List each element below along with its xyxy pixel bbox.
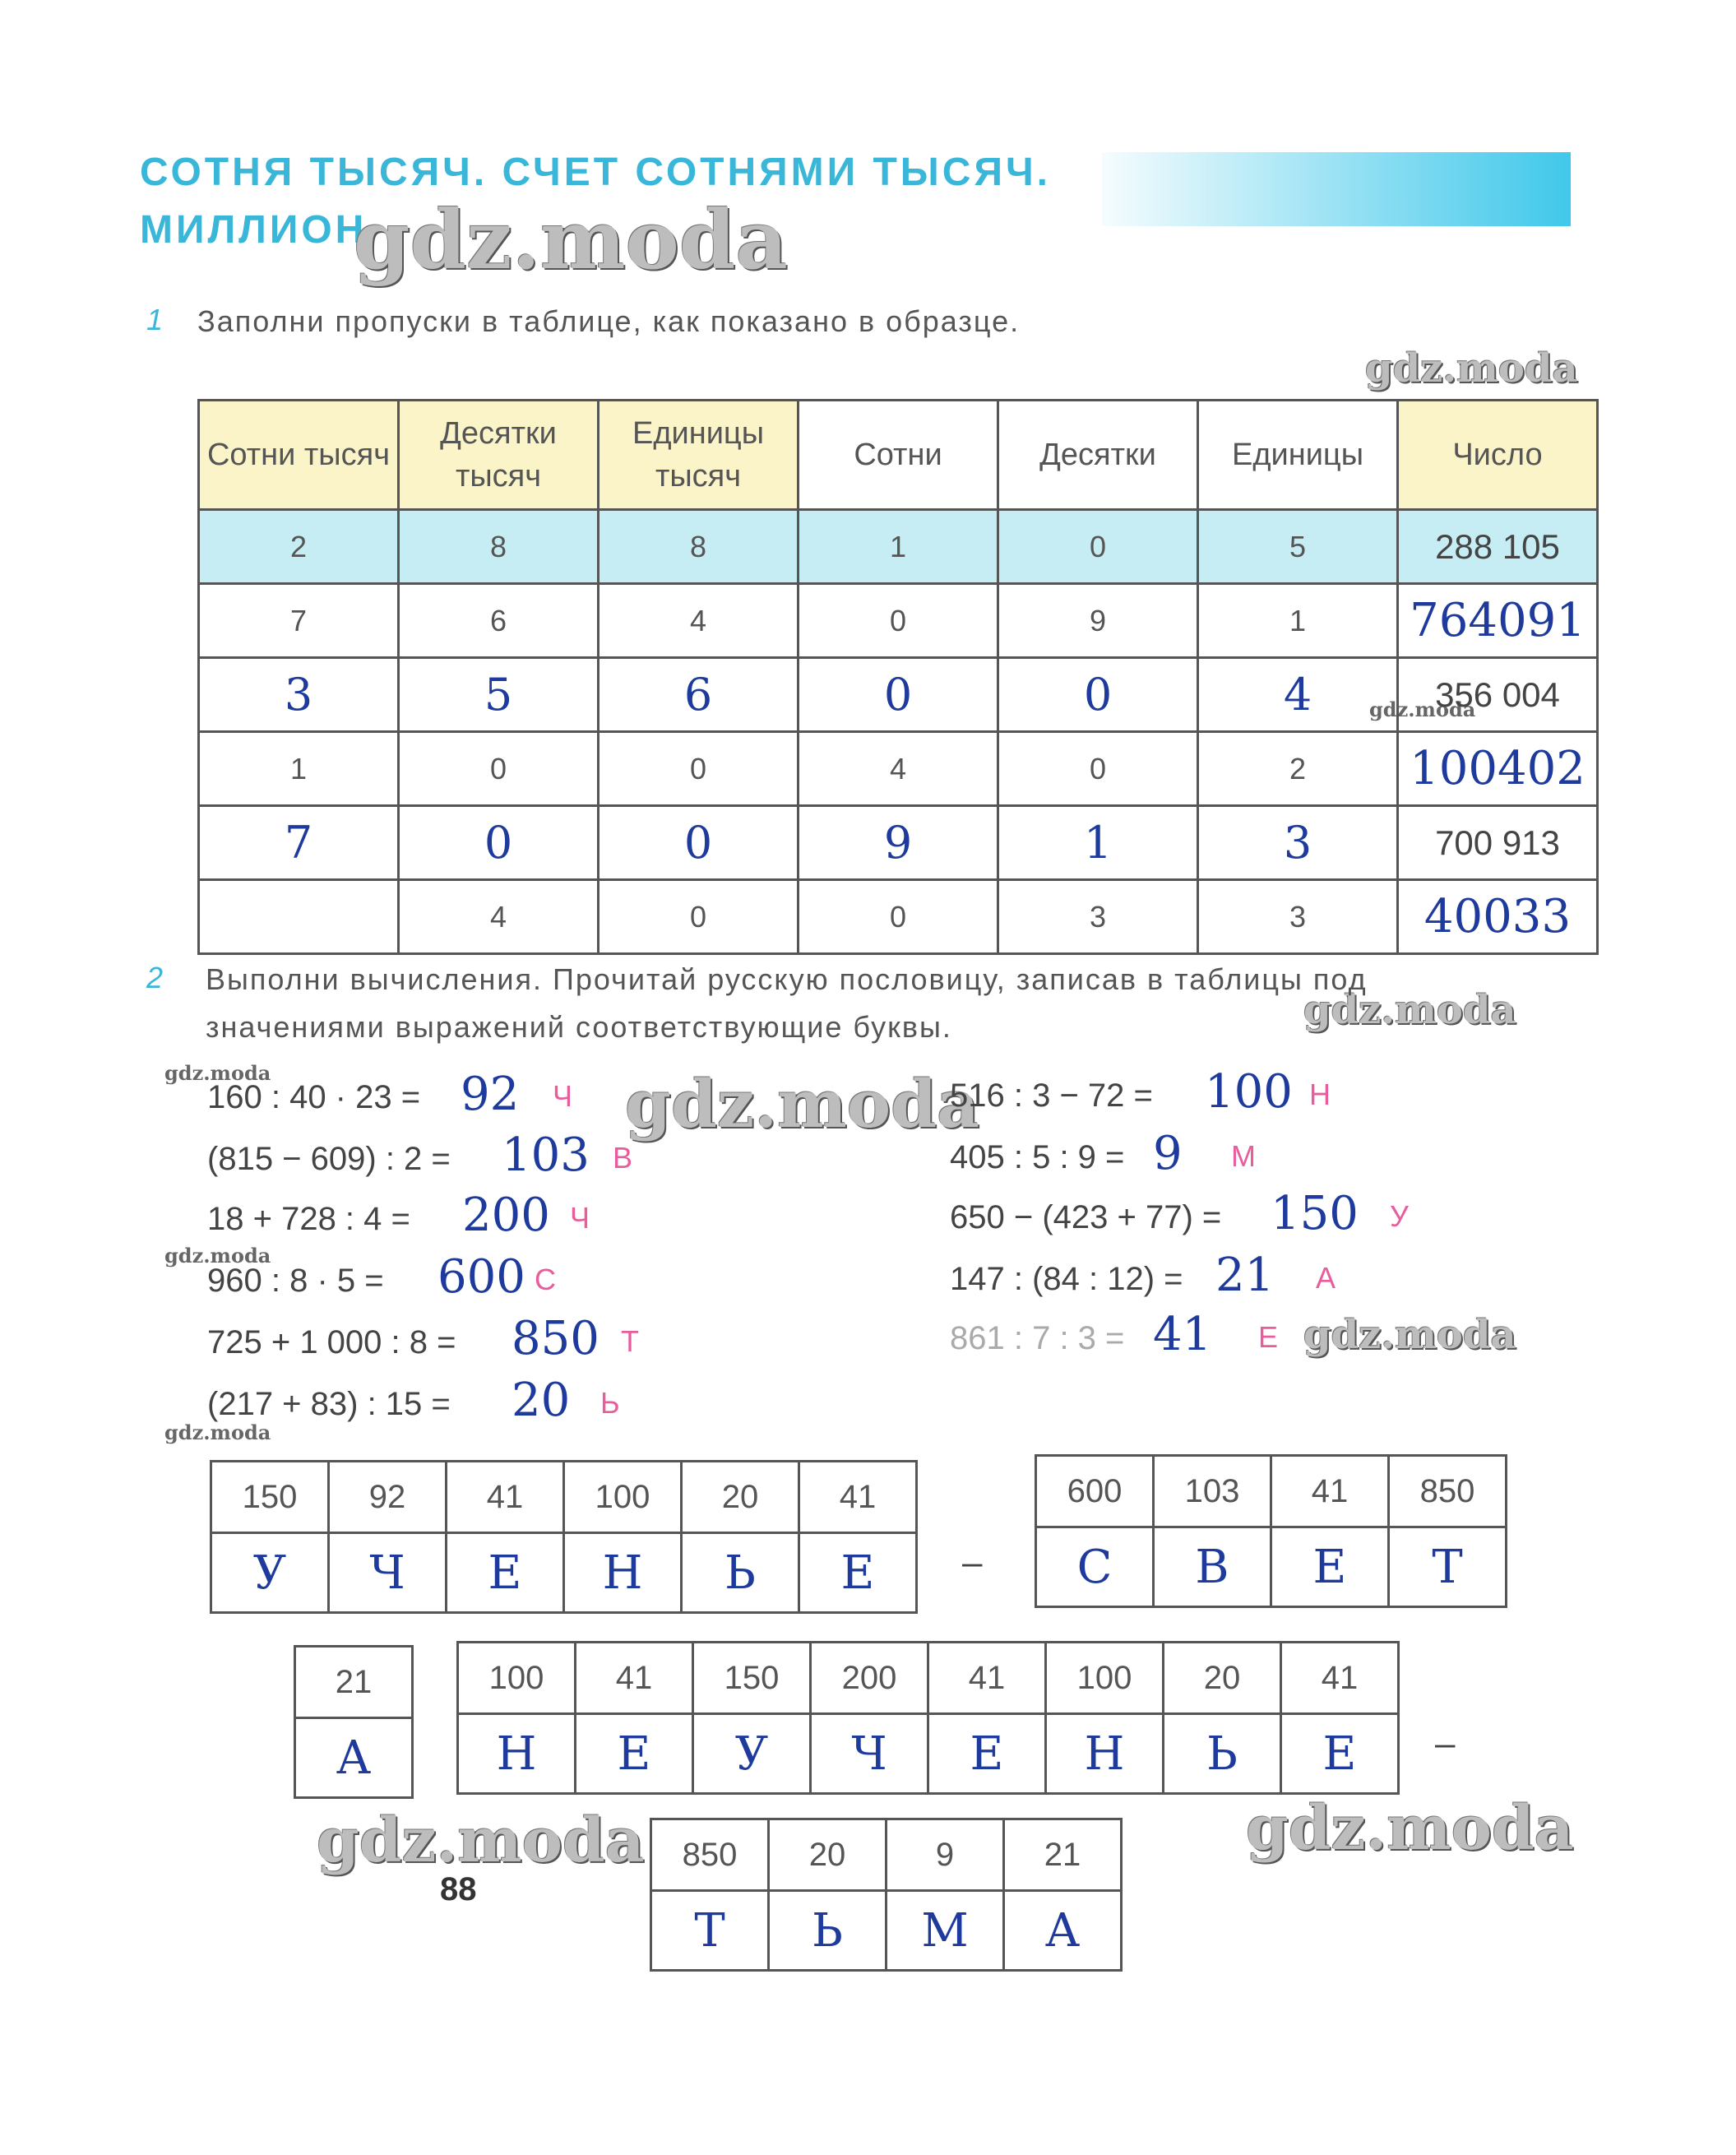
cell (199, 880, 399, 954)
watermark: gdz.moda (625, 1065, 979, 1142)
value-cell: 41 (576, 1643, 693, 1714)
cell-answer[interactable]: 0 (599, 806, 799, 880)
value-cell: 21 (1004, 1819, 1122, 1891)
expression-answer[interactable]: 200 (462, 1189, 550, 1242)
letter-cell[interactable]: Н (564, 1533, 682, 1613)
place-value-table (197, 399, 1599, 955)
expression: 650 − (423 + 77) = (950, 1199, 1222, 1235)
table-row (199, 880, 1598, 954)
cell-number-answer[interactable]: 100402 (1398, 732, 1598, 806)
letter-cell[interactable]: Ч (329, 1533, 447, 1613)
cell: 2 (1198, 732, 1398, 806)
letter-cell[interactable]: Ь (769, 1891, 887, 1971)
dash: – (962, 1542, 983, 1583)
task-1-number: 1 (146, 303, 164, 336)
value-cell: 20 (769, 1819, 887, 1891)
expression: 18 + 728 : 4 = (207, 1201, 410, 1237)
cell: 3 (998, 880, 1198, 954)
expression: 516 : 3 − 72 = (950, 1078, 1153, 1114)
letter-cell[interactable]: С (1036, 1527, 1154, 1607)
task-2-number: 2 (146, 961, 164, 994)
cell: 0 (599, 880, 799, 954)
table-row-numbers (295, 1647, 413, 1718)
letter-cell[interactable]: Н (458, 1714, 576, 1794)
answer-table-5 (650, 1818, 1123, 1972)
cell-answer[interactable]: 0 (399, 806, 599, 880)
cell-answer[interactable]: 4 (1198, 658, 1398, 732)
table-row (199, 806, 1598, 880)
watermark: gdz.moda (164, 1061, 271, 1085)
cell: 3 (1198, 880, 1398, 954)
cell-answer[interactable]: 1 (998, 806, 1198, 880)
title-line-1: СОТНЯ ТЫСЯЧ. СЧЕТ СОТНЯМИ ТЫСЯЧ. (140, 151, 1052, 194)
expression: 405 : 5 : 9 = (950, 1139, 1125, 1175)
page-number: 88 (440, 1871, 477, 1907)
letter-cell[interactable]: А (295, 1718, 413, 1798)
value-cell: 100 (458, 1643, 576, 1714)
expression-answer[interactable]: 20 (512, 1374, 571, 1427)
watermark: gdz.moda (1365, 345, 1578, 392)
cell: 0 (998, 732, 1198, 806)
table-row (199, 732, 1598, 806)
cell-answer[interactable]: 3 (1198, 806, 1398, 880)
value-cell: 41 (447, 1462, 564, 1533)
expression: (217 + 83) : 15 = (207, 1386, 451, 1422)
header-tens: Десятки (998, 401, 1198, 510)
expression-letter: Ь (600, 1386, 620, 1420)
cell-answer[interactable]: 7 (199, 806, 399, 880)
watermark: gdz.moda (164, 1420, 271, 1444)
table-row-letters (211, 1533, 917, 1613)
letter-cell[interactable]: Т (1389, 1527, 1507, 1607)
cell-number-answer[interactable]: 764091 (1398, 584, 1598, 658)
answer-table-4 (456, 1641, 1400, 1795)
letter-cell[interactable]: Е (576, 1714, 693, 1794)
cell: 8 (599, 510, 799, 584)
expression: (815 − 609) : 2 = (207, 1141, 451, 1177)
value-cell: 41 (799, 1462, 917, 1533)
cell: 6 (399, 584, 599, 658)
expression-letter: М (1231, 1139, 1256, 1173)
expression-answer[interactable]: 850 (512, 1312, 599, 1365)
expression-letter: А (1316, 1261, 1336, 1295)
letter-cell[interactable]: Ь (682, 1533, 799, 1613)
expression: 861 : 7 : 3 = (950, 1320, 1125, 1356)
table-row-letters (651, 1891, 1122, 1971)
title-line-2: МИЛЛИОН (140, 208, 368, 252)
letter-cell[interactable]: Е (1281, 1714, 1399, 1794)
letter-cell[interactable]: У (211, 1533, 329, 1613)
watermark: gdz.moda (1303, 1312, 1516, 1358)
header-thousands: Единицы тысяч (599, 401, 799, 510)
cell-answer[interactable]: 9 (799, 806, 998, 880)
table-row-numbers (1036, 1456, 1507, 1527)
title-band (1102, 152, 1571, 226)
watermark: gdz.moda (1246, 1793, 1574, 1864)
table-row-numbers (211, 1462, 917, 1533)
cell: 1 (199, 732, 399, 806)
cell-answer[interactable]: 0 (998, 658, 1198, 732)
table-row-letters (1036, 1527, 1507, 1607)
cell-answer[interactable]: 3 (199, 658, 399, 732)
cell: 8 (399, 510, 599, 584)
cell: 0 (799, 880, 998, 954)
expression-answer[interactable]: 100 (1205, 1065, 1293, 1119)
expression-letter: У (1390, 1199, 1409, 1233)
watermark: gdz.moda (354, 193, 788, 288)
expression-letter: Ч (570, 1201, 590, 1235)
letter-cell[interactable]: Е (447, 1533, 564, 1613)
value-cell: 600 (1036, 1456, 1154, 1527)
cell: 7 (199, 584, 399, 658)
expression-answer[interactable]: 21 (1215, 1249, 1275, 1302)
expression-answer[interactable]: 9 (1153, 1127, 1183, 1180)
expression: 960 : 8 · 5 = (207, 1263, 384, 1299)
expression-answer[interactable]: 92 (461, 1068, 520, 1121)
cell: 9 (998, 584, 1198, 658)
expression-letter: С (535, 1263, 556, 1296)
cell-answer[interactable]: 6 (599, 658, 799, 732)
expression-letter: Н (1309, 1078, 1331, 1111)
cell: 1 (1198, 584, 1398, 658)
header-units: Единицы (1198, 401, 1398, 510)
letter-cell[interactable]: Е (1271, 1527, 1389, 1607)
cell-answer[interactable]: 5 (399, 658, 599, 732)
table-row (199, 584, 1598, 658)
cell-answer[interactable]: 0 (799, 658, 998, 732)
expression-letter: Ч (553, 1079, 572, 1113)
letter-cell[interactable]: Т (651, 1891, 769, 1971)
expression-answer[interactable]: 150 (1271, 1187, 1359, 1240)
expression-letter: Т (621, 1324, 639, 1358)
cell: 0 (998, 510, 1198, 584)
letter-cell[interactable]: Е (928, 1714, 1046, 1794)
cell: 1 (799, 510, 998, 584)
value-cell: 92 (329, 1462, 447, 1533)
table-row-letters (458, 1714, 1399, 1794)
value-cell: 41 (928, 1643, 1046, 1714)
value-cell: 100 (564, 1462, 682, 1533)
letter-cell[interactable]: В (1154, 1527, 1271, 1607)
dash: – (1435, 1723, 1456, 1763)
expression-letter: Е (1258, 1320, 1279, 1354)
value-cell: 41 (1271, 1456, 1389, 1527)
value-cell: 9 (887, 1819, 1004, 1891)
table-row (199, 658, 1598, 732)
value-cell: 41 (1281, 1643, 1399, 1714)
cell: 4 (399, 880, 599, 954)
table-row-letters (295, 1718, 413, 1798)
cell-number: 700 913 (1398, 806, 1598, 880)
answer-table-3 (294, 1645, 414, 1799)
task-2-text-line-2: значениями выражений соответствующие буквы. (206, 1010, 952, 1044)
watermark: gdz.moda (317, 1805, 645, 1876)
value-cell: 150 (211, 1462, 329, 1533)
header-number: Число (1398, 401, 1598, 510)
task-2-text-line-1: Выполни вычисления. Прочитай русскую пословицу, записав в таблицы под (206, 962, 1368, 996)
value-cell: 21 (295, 1647, 413, 1718)
cell: 0 (799, 584, 998, 658)
header-ten-thousands: Десятки тысяч (399, 401, 599, 510)
letter-cell[interactable]: А (1004, 1891, 1122, 1971)
table-row-numbers (651, 1819, 1122, 1891)
task-1-text: Заполни пропуски в таблице, как показано в образце. (197, 304, 1021, 338)
value-cell: 103 (1154, 1456, 1271, 1527)
table-row-numbers (458, 1643, 1399, 1714)
value-cell: 850 (1389, 1456, 1507, 1527)
letter-cell[interactable]: Н (1046, 1714, 1164, 1794)
expression: 147 : (84 : 12) = (950, 1261, 1183, 1297)
letter-cell[interactable]: Ч (811, 1714, 928, 1794)
letter-cell[interactable]: У (693, 1714, 811, 1794)
watermark: gdz.moda (1369, 697, 1476, 721)
letter-cell[interactable]: Ь (1164, 1714, 1281, 1794)
header-hundred-thousands: Сотни тысяч (199, 401, 399, 510)
cell-number: 356 004 (1398, 658, 1598, 732)
value-cell: 100 (1046, 1643, 1164, 1714)
value-cell: 150 (693, 1643, 811, 1714)
expression: 725 + 1 000 : 8 = (207, 1324, 456, 1360)
cell: 5 (1198, 510, 1398, 584)
cell: 4 (599, 584, 799, 658)
expression-letter: В (613, 1141, 633, 1175)
cell-number-answer[interactable]: 40033 (1398, 880, 1598, 954)
value-cell: 20 (1164, 1643, 1281, 1714)
value-cell: 20 (682, 1462, 799, 1533)
cell: 0 (399, 732, 599, 806)
watermark: gdz.moda (164, 1244, 271, 1268)
cell-number: 288 105 (1398, 510, 1598, 584)
expression-answer[interactable]: 600 (437, 1250, 525, 1304)
value-cell: 850 (651, 1819, 769, 1891)
expression-answer[interactable]: 103 (502, 1128, 590, 1182)
letter-cell[interactable]: М (887, 1891, 1004, 1971)
table-row-sample (199, 510, 1598, 584)
letter-cell[interactable]: Е (799, 1533, 917, 1613)
answer-table-2 (1035, 1454, 1507, 1608)
cell: 2 (199, 510, 399, 584)
table-header-row (199, 401, 1598, 510)
expression: 160 : 40 · 23 = (207, 1079, 421, 1115)
value-cell: 200 (811, 1643, 928, 1714)
expression-answer[interactable]: 41 (1153, 1308, 1212, 1361)
cell: 0 (599, 732, 799, 806)
header-hundreds: Сотни (799, 401, 998, 510)
task-2-text (206, 956, 1368, 1051)
answer-table-1 (210, 1460, 918, 1614)
cell: 4 (799, 732, 998, 806)
watermark: gdz.moda (1303, 987, 1516, 1033)
